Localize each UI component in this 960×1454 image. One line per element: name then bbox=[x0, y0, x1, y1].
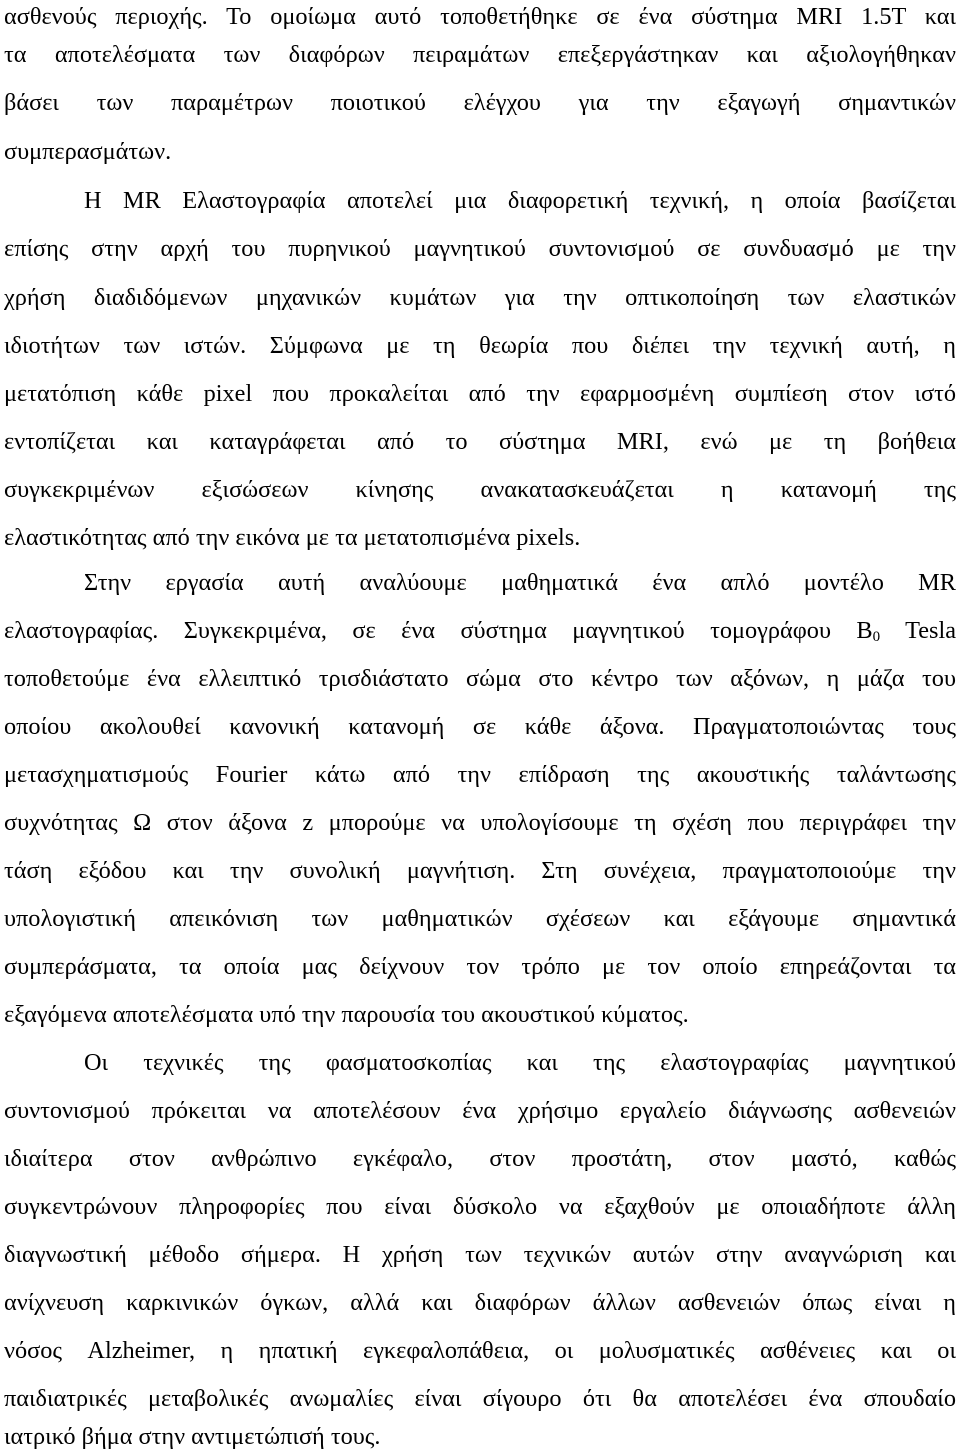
text-line: ιδιοτήτων των ιστών. Σύμφωνα με τη θεωρία που διέπει την τεχνική αυτή, η bbox=[4, 332, 956, 359]
text-line: επίσης στην αρχή του πυρηνικού μαγνητικού συντονισμού σε συνδυασμό με την bbox=[4, 235, 956, 262]
text-line-with-subscript bbox=[4, 614, 956, 648]
paragraph-start-line: Στην εργασία αυτή αναλύουμε μαθηματικά ένα απλό μοντέλο MR bbox=[84, 569, 956, 596]
text-line: συντονισμού πρόκειται να αποτελέσουν ένα χρήσιμο εργαλείο διάγνωσης ασθενειών bbox=[4, 1097, 956, 1124]
text-line: ιατρικό βήμα στην αντιμετώπισή τους. bbox=[4, 1423, 381, 1450]
paragraph-start-line: Η MR Ελαστογραφία αποτελεί μια διαφορετική τεχνική, η οποία βασίζεται bbox=[84, 187, 956, 214]
text-line: παιδιατρικές μεταβολικές ανωμαλίες είναι σίγουρο ότι θα αποτελέσει ένα σπουδαίο bbox=[4, 1385, 956, 1412]
text-line: μετασχηματισμούς Fourier κάτω από την επίδραση της ακουστικής ταλάντωσης bbox=[4, 761, 956, 788]
text-line: οποίου ακολουθεί κανονική κατανομή σε κάθε άξονα. Πραγματοποιώντας τους bbox=[4, 713, 956, 740]
text-line: τοποθετούμε ένα ελλειπτικό τρισδιάστατο σώμα στο κέντρο των αξόνων, η μάζα του bbox=[4, 665, 956, 692]
text-line: συγκεντρώνουν πληροφορίες που είναι δύσκολο να εξαχθούν με οποιαδήποτε άλλη bbox=[4, 1193, 956, 1220]
text-line: υπολογιστική απεικόνιση των μαθηματικών σχέσεων και εξάγουμε σημαντικά bbox=[4, 905, 956, 932]
text-line: ασθενούς περιοχής. Το ομοίωμα αυτό τοποθετήθηκε σε ένα σύστημα MRI 1.5T και bbox=[4, 3, 956, 30]
text-line: ανίχνευση καρκινικών όγκων, αλλά και διαφόρων άλλων ασθενειών όπως είναι η bbox=[4, 1289, 956, 1316]
text-line: μετατόπιση κάθε pixel που προκαλείται από την εφαρμοσμένη συμπίεση στον ιστό bbox=[4, 380, 956, 407]
text-line: συμπερασμάτων. bbox=[4, 138, 172, 165]
line-text-after-subscript: Tesla bbox=[880, 617, 956, 644]
text-line: τα αποτελέσματα των διαφόρων πειραμάτων επεξεργάστηκαν και αξιολογήθηκαν bbox=[4, 41, 956, 68]
text-line: βάσει των παραμέτρων ποιοτικού ελέγχου για την εξαγωγή σημαντικών bbox=[4, 89, 956, 116]
text-line: χρήση διαδιδόμενων μηχανικών κυμάτων για την οπτικοποίηση των ελαστικών bbox=[4, 284, 956, 311]
text-line: εντοπίζεται και καταγράφεται από το σύστημα MRI, ενώ με τη βοήθεια bbox=[4, 428, 956, 455]
paragraph-start-line: Οι τεχνικές της φασματοσκοπίας και της ελαστογραφίας μαγνητικού bbox=[84, 1049, 956, 1076]
text-line: διαγνωστική μέθοδο σήμερα. Η χρήση των τεχνικών αυτών στην αναγνώριση και bbox=[4, 1241, 956, 1268]
line-text-before-subscript: ελαστογραφίας. Συγκεκριμένα, σε ένα σύστημα μαγνητικού τομογράφου B bbox=[4, 617, 873, 644]
text-line: ελαστικότητας από την εικόνα με τα μετατοπισμένα pixels. bbox=[4, 524, 581, 551]
text-line: τάση εξόδου και την συνολική μαγνήτιση. Στη συνέχεια, πραγματοποιούμε την bbox=[4, 857, 956, 884]
text-line: συμπεράσματα, τα οποία μας δείχνουν τον τρόπο με τον οποίο επηρεάζονται τα bbox=[4, 953, 956, 980]
text-line: εξαγόμενα αποτελέσματα υπό την παρουσία του ακουστικού κύματος. bbox=[4, 1001, 689, 1028]
text-line: συγκεκριμένων εξισώσεων κίνησης ανακατασκευάζεται η κατανομή της bbox=[4, 476, 956, 503]
text-line: νόσος Alzheimer, η ηπατική εγκεφαλοπάθεια, οι μολυσματικές ασθένειες και οι bbox=[4, 1337, 956, 1364]
text-line: συχνότητας Ω στον άξονα z μπορούμε να υπολογίσουμε τη σχέση που περιγράφει την bbox=[4, 809, 956, 836]
subscript-zero: 0 bbox=[872, 629, 881, 645]
text-line: ιδιαίτερα στον ανθρώπινο εγκέφαλο, στον προστάτη, στον μαστό, καθώς bbox=[4, 1145, 956, 1172]
